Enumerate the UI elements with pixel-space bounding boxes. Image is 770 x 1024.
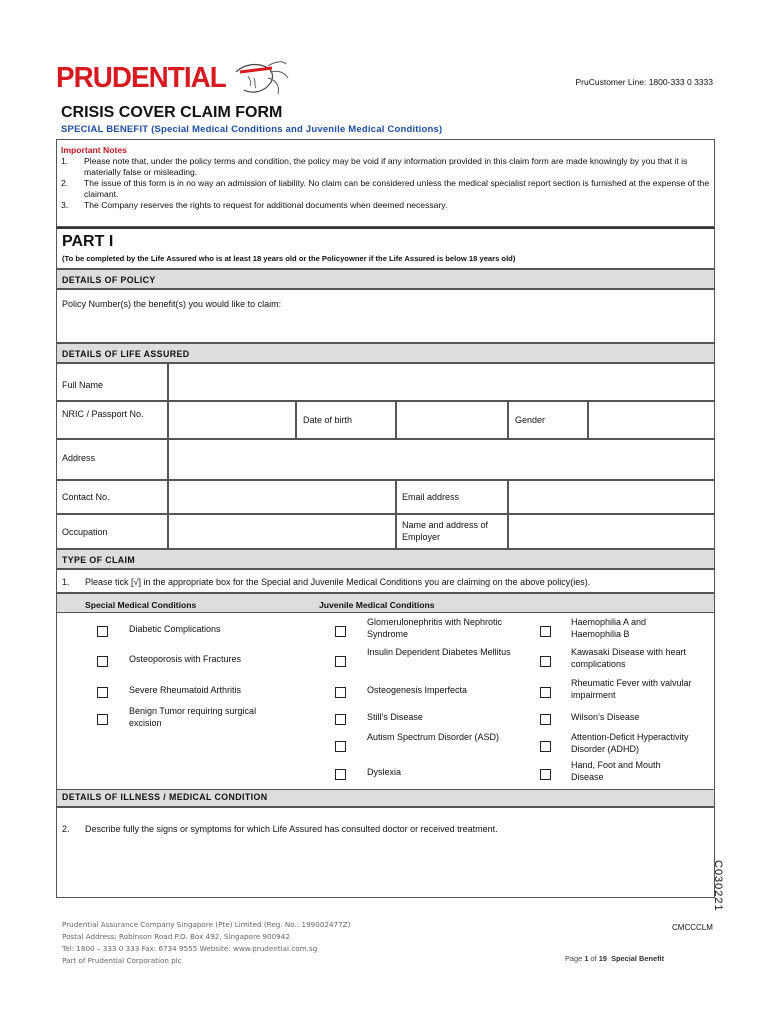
checkbox-rheumatic-fever[interactable]	[540, 687, 551, 698]
brand-wordmark: PRUDENTIAL	[56, 62, 226, 94]
prudence-head-icon	[228, 58, 290, 98]
checkbox-diabetic-complications[interactable]	[97, 626, 108, 637]
illness-section-header: DETAILS OF ILLNESS / MEDICAL CONDITION	[56, 789, 715, 807]
email-label-cell: Email address	[396, 480, 508, 514]
nric-label-cell: NRIC / Passport No.	[56, 401, 168, 439]
form-subtitle: SPECIAL BENEFIT (Special Medical Conditions and Juvenile Medical Conditions)	[61, 124, 443, 135]
condition-label: Insulin Dependent Diabetes Mellitus	[367, 647, 511, 657]
notes-title: Important Notes	[61, 145, 127, 155]
condition-label: Still’s Disease	[367, 712, 423, 722]
life-assured-section-header: DETAILS OF LIFE ASSURED	[56, 343, 715, 363]
email-field[interactable]	[508, 480, 715, 514]
form-title: CRISIS COVER CLAIM FORM	[61, 104, 283, 121]
checkbox-haemophilia[interactable]	[540, 626, 551, 637]
gender-label-cell: Gender	[508, 401, 588, 439]
condition-label: Diabetic Complications	[129, 624, 221, 634]
condition-label: Hand, Foot and Mouth Disease	[571, 760, 661, 782]
claim-instruction-row: 1. Please tick [√] in the appropriate box for the Special and Juvenile Medical Conditions you are claiming on the above policy(ies).	[56, 569, 715, 593]
footer-form-code: CMCCCLM	[672, 923, 713, 932]
checkbox-hfmd[interactable]	[540, 769, 551, 780]
dob-label-cell: Date of birth	[296, 401, 396, 439]
note-item: 2. The issue of this form is in no way an admission of liability. No claim can be considered unless the medical specialist report section is furnished at the expense of the claimant.	[61, 178, 710, 199]
condition-label: Rheumatic Fever with valvular impairment	[571, 678, 692, 700]
illness-description-field[interactable]: 2. Describe fully the signs or symptoms for which Life Assured has consulted doctor or received treatment.	[56, 807, 715, 898]
checkbox-adhd[interactable]	[540, 741, 551, 752]
contact-field[interactable]	[168, 480, 396, 514]
part-subtitle: (To be completed by the Life Assured who is at least 18 years old or the Policyowner if the Life Assured is below 18 years old)	[62, 254, 516, 263]
dob-field[interactable]	[396, 401, 508, 439]
page-indicator: Page 1 of 19 Special Benefit	[565, 954, 665, 963]
claim-type-section-header: TYPE OF CLAIM	[56, 549, 715, 569]
footer-company-info: Prudential Assurance Company Singapore (Pte) Limited (Reg. No.: 199002477Z) Postal Address: Robinson Road P.O. Box 492, Singapore 900942 Tel: 1800 – 333 0 333 Fax: 6734 9555 Website: www.prudential.com.sg Part of Prudential Corporation plc	[62, 920, 351, 965]
policy-number-field[interactable]	[56, 289, 715, 343]
condition-label: Dyslexia	[367, 767, 402, 777]
nric-field[interactable]	[168, 401, 296, 439]
policy-number-label: Policy Number(s) the benefit(s) you would like to claim:	[62, 299, 282, 309]
checkbox-autism[interactable]	[335, 741, 346, 752]
condition-label: Benign Tumor requiring surgical excision	[129, 706, 257, 728]
checkbox-insulin-diabetes[interactable]	[335, 656, 346, 667]
claim-columns-header	[56, 593, 715, 613]
juvenile-conditions-heading: Juvenile Medical Conditions	[319, 600, 435, 610]
condition-label: Severe Rheumatoid Arthritis	[129, 685, 242, 695]
checkbox-kawasaki[interactable]	[540, 656, 551, 667]
form-code-vertical: C030221	[712, 860, 724, 912]
checkbox-dyslexia[interactable]	[335, 769, 346, 780]
part-header	[56, 227, 715, 269]
address-field[interactable]	[168, 439, 715, 480]
note-item: 3. The Company reserves the rights to request for additional documents when deemed necessary.	[61, 200, 448, 210]
note-item: 1. Please note that, under the policy terms and condition, the policy may be void if any information provided in this claim form are made knowingly by you that it is materially false or misleading.	[61, 156, 688, 177]
checkbox-glomerulonephritis[interactable]	[335, 626, 346, 637]
condition-label: Osteoporosis with Fractures	[129, 654, 242, 664]
gender-field[interactable]	[588, 401, 715, 439]
condition-label: Glomerulonephritis with Nephrotic Syndrome	[367, 617, 503, 639]
checkbox-wilsons-disease[interactable]	[540, 714, 551, 725]
checkbox-stills-disease[interactable]	[335, 714, 346, 725]
employer-field[interactable]	[508, 514, 715, 549]
checkbox-benign-tumor[interactable]	[97, 714, 108, 725]
checkbox-rheumatoid-arthritis[interactable]	[97, 687, 108, 698]
important-notes	[56, 139, 715, 227]
checkbox-osteoporosis[interactable]	[97, 656, 108, 667]
occupation-field[interactable]	[168, 514, 396, 549]
checkbox-osteogenesis[interactable]	[335, 687, 346, 698]
customer-hotline: PruCustomer Line: 1800-333 0 3333	[575, 77, 713, 87]
condition-label: Kawasaki Disease with heart complications	[571, 647, 687, 669]
prudential-logo	[56, 62, 296, 102]
full-name-label-cell: Full Name	[56, 363, 168, 401]
policy-section-header: DETAILS OF POLICY	[56, 269, 715, 289]
claim-instruction: Please tick [√] in the appropriate box for the Special and Juvenile Medical Conditions you are claiming on the above policy(ies).	[85, 577, 591, 587]
illness-question: Describe fully the signs or symptoms for which Life Assured has consulted doctor or received treatment.	[85, 824, 498, 834]
employer-label-cell: Name and address of Employer	[396, 514, 508, 549]
condition-label: Haemophilia A and Haemophilia B	[571, 617, 647, 639]
special-conditions-heading: Special Medical Conditions	[85, 600, 197, 610]
condition-label: Attention-Deficit Hyperactivity Disorder (ADHD)	[571, 732, 689, 754]
address-label-cell: Address	[56, 439, 168, 480]
condition-label: Autism Spectrum Disorder (ASD)	[367, 732, 500, 742]
part-title: PART I	[62, 233, 114, 250]
condition-label: Wilson’s Disease	[571, 712, 640, 722]
full-name-field[interactable]	[168, 363, 715, 401]
condition-label: Osteogenesis Imperfecta	[367, 685, 468, 695]
contact-label-cell: Contact No.	[56, 480, 168, 514]
occupation-label-cell: Occupation	[56, 514, 168, 549]
